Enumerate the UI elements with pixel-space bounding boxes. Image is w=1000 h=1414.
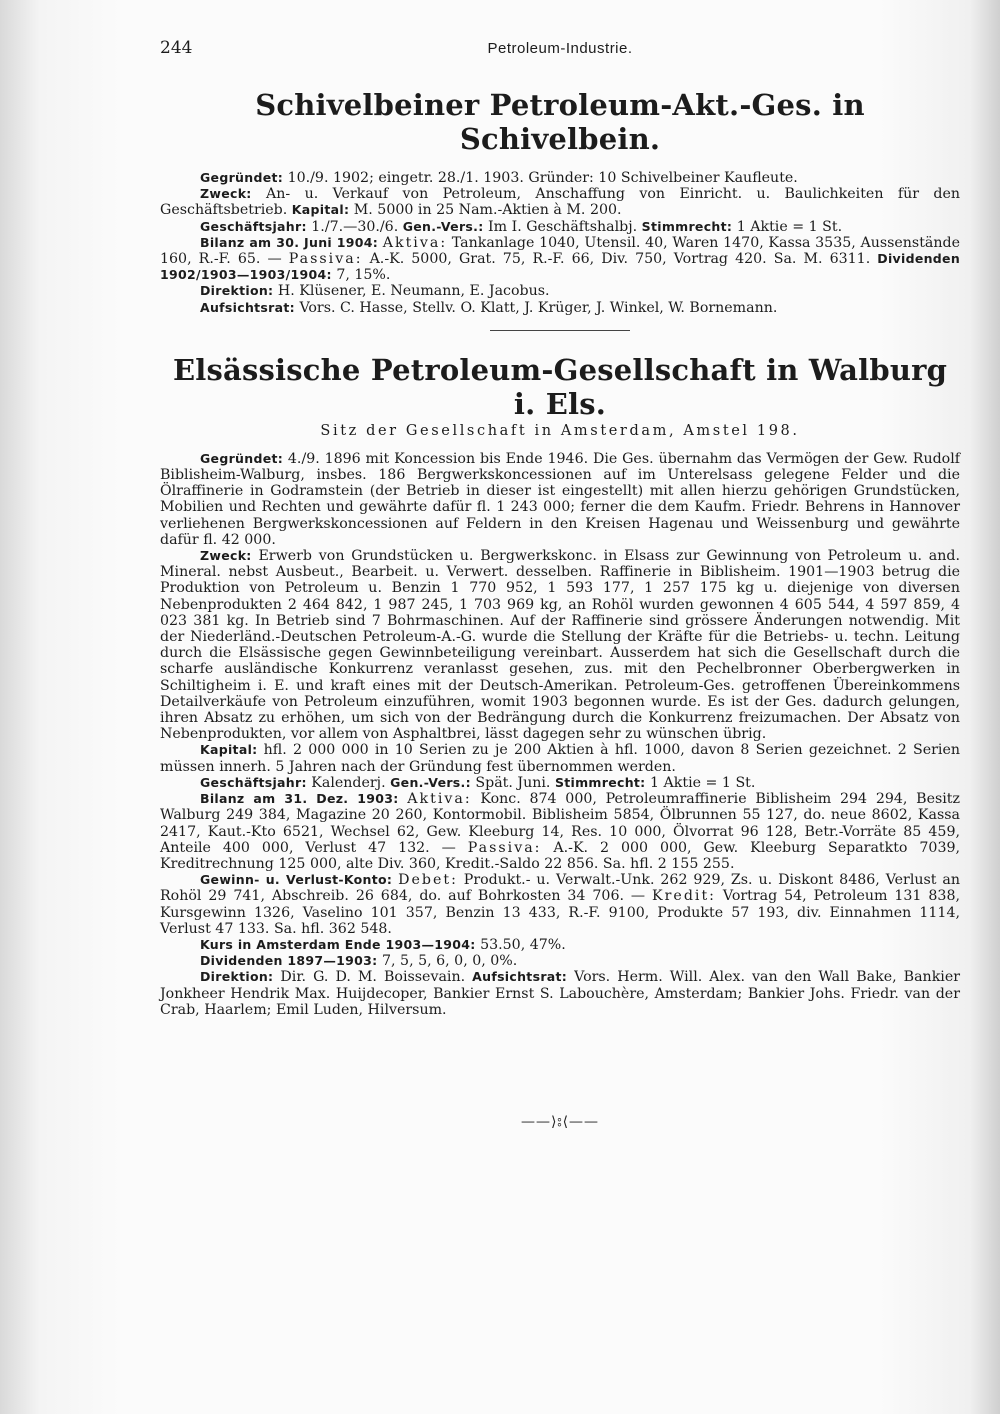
credit-word: Kredit:: [652, 888, 716, 905]
dividends-label: Dividenden 1897—1903:: [200, 953, 378, 969]
debit-text: Produkt.- u. Verwalt.-Unk. 262 929, Zs. u. Diskont 8486, Verlust an Rohöl 29 741, Abschreib. 26 684, do. auf Bohrkosten 34 706. —: [160, 872, 961, 905]
company-seat: Sitz der Gesellschaft in Amsterdam, Amstel 198.: [320, 422, 800, 439]
dividends-text: 7, 15%.: [336, 267, 391, 284]
quote-label: Kurs in Amsterdam Ende 1903—1904:: [200, 936, 476, 952]
dividends-text: 7, 5, 5, 6, 0, 0, 0%.: [382, 953, 518, 970]
document-page: [160, 38, 960, 1130]
dividends-label: Dividenden 1902/1903—1903/1904:: [160, 251, 961, 283]
purpose-paragraph: [160, 548, 960, 742]
founded-label: Gegründet:: [200, 450, 284, 466]
founded-paragraph: [160, 451, 960, 548]
founded-text: 10./9. 1902; eingetr. 28./1. 1903. Gründer: 10 Schivelbeiner Kaufleute.: [287, 170, 798, 186]
assets-word: Aktiva:: [407, 791, 472, 808]
business-year-text: Kalenderj.: [311, 774, 386, 791]
liabilities-word: Passiva:: [467, 839, 542, 856]
running-title: Petroleum-Industrie.: [487, 40, 633, 57]
purpose-label: Zweck:: [200, 548, 252, 564]
voting-right-text: 1 Aktie = 1 St.: [736, 218, 843, 235]
credit-text: Vortrag 54, Petroleum 131 838, Kursgewinn 1326, Vaselino 101 357, Benzin 13 433, R.-F. 9100, Produkte 57 193, div. Einnahmen 1114, Verlust 47 133. Sa. hfl. 362 548.: [160, 888, 960, 937]
supervisory-label: Aufsichtsrat:: [472, 969, 568, 985]
assets-text: Konc. 874 000, Petroleumraffinerie Biblisheim 294 294, Besitz Walburg 249 384, Magazine 20 260, Kontormobil. Biblisheim 5854, Ölbrunnen 55 127, do. neue 8602, Kassa 2417, Kaut.-Kto 6521, Wechsel 62, Gew. Kleeburg 14, Res. 10 000, Ölvorrat 96 128, Betr.-Vorräte 85 459, Anteile 400 000, Verlust 47 132. —: [160, 791, 960, 856]
liabilities-word: Passiva:: [288, 251, 363, 268]
quote-paragraph: [160, 937, 960, 953]
business-year-label: Geschäftsjahr:: [200, 774, 307, 790]
founded-paragraph: [160, 170, 960, 186]
balance-label: Bilanz am 31. Dez. 1903:: [200, 791, 399, 807]
founded-label: Gegründet:: [200, 170, 284, 185]
board-paragraph: [160, 283, 960, 299]
supervisory-text: Vors. Herm. Will. Alex. van den Wall Bake, Bankier Jonkheer Hendrik Max. Huijdecoper, Bankier Ernst S. Labouchère, Amsterdam; Bankier Johs. Friedr. van der Crab, Haarlem; Emil Luden, Hilversum.: [160, 969, 961, 1018]
page-number: 244: [160, 38, 193, 58]
capital-text: M. 5000 in 25 Nam.-Aktien à M. 200.: [353, 202, 622, 219]
capital-text: hfl. 2 000 000 in 10 Serien zu je 200 Aktien à hfl. 1000, davon 8 Serien gezeichnet. 2 Serien müssen innerh. 5 Jahren nach der Gründung fest übernommen werden.: [160, 742, 960, 775]
board-text: Dir. G. D. M. Boissevain.: [280, 969, 466, 986]
capital-label: Kapital:: [291, 202, 350, 218]
supervisory-paragraph: [160, 300, 960, 316]
purpose-text: An- u. Verkauf von Petroleum, Anschaffung von Einricht. u. Baulichkeiten für den Geschäftsbetrieb.: [160, 186, 960, 219]
purpose-text: Erwerb von Grundstücken u. Bergwerkskonc. in Elsass zur Gewinnung von Petroleum u. and. Mineral. nebst Ausbeut., Bearbeit. u. Verwert. desselben. Raffinerie in Biblisheim. 1901—1903 betrug die Produktion von Petroleum u. Benzin 1 770 952, 1 593 177, 1 257 175 kg u. diejenige von diversen Nebenprodukten 2 464 842, 1 987 245, 1 703 969 kg, an Rohöl wurden gewonnen 4 605 544, 4 597 859, 4 023 381 kg. In Betrieb sind 7 Bohrmaschinen. Auf der Raffinerie sind grössere Änderungen notwendig. Mit der Niederländ.-Deutschen Petroleum-A.-G. wurde die Stellung der Kräfte für die Betriebs- u. techn. Leitung durch die Elsässische gegen Gewinnbeteiligung vereinbart. Ausserdem hat sich die Gesellschaft durch die scharfe ausländische Konkurrenz veranlasst gesehen, zus. mit den Pechelbronner Oberbergwerken in Schiltigheim i. E. und kraft eines mit der Deutsch-Amerikan. Petroleum-Ges. getroffenen Übereinkommens Detailverkäufe von Petroleum einzuführen, womit 1903 begonnen wurde. Es ist der Ges. dadurch gelungen, ihren Absatz zu erhöhen, um sich von der Bedrängung durch die Konkurrenz freizumachen. Der Absatz von Nebenprodukten, vor allem von Asphaltbrei, lässt dagegen sehr zu wünschen übrig.: [160, 548, 960, 743]
company-entry-walburg: [160, 353, 960, 1018]
quote-text: 53.50, 47%.: [480, 936, 566, 953]
general-meeting-label: Gen.-Vers.:: [390, 774, 471, 790]
voting-right-label: Stimmrecht:: [641, 218, 733, 234]
dividends-paragraph: [160, 953, 960, 969]
company-title: Schivelbeiner Petroleum-Akt.-Ges. in Schivelbein.: [255, 88, 865, 156]
purpose-paragraph: [160, 186, 960, 218]
balance-label: Bilanz am 30. Juni 1904:: [200, 234, 379, 250]
business-year-paragraph: [160, 775, 960, 791]
general-meeting-label: Gen.-Vers.:: [402, 218, 484, 234]
end-ornament: ——⟩⦂⟨——: [520, 1113, 600, 1130]
balance-paragraph: [160, 791, 960, 872]
assets-word: Aktiva:: [382, 234, 448, 251]
board-label: Direktion:: [200, 969, 274, 985]
profit-loss-label: Gewinn- u. Verlust-Konto:: [200, 872, 393, 888]
business-year-text: 1./7.—30./6.: [311, 218, 399, 235]
company-entry-schivelbein: [160, 88, 960, 316]
company-title: Elsässische Petroleum-Gesellschaft in Walburg i. Els.: [172, 352, 948, 421]
balance-paragraph: [160, 235, 960, 284]
voting-right-label: Stimmrecht:: [554, 774, 646, 790]
founded-text: 4./9. 1896 mit Koncession bis Ende 1946. Die Ges. übernahm das Vermögen der Gew. Rudolf Biblisheim-Walburg, insbes. 186 Bergwerkskoncessionen auf im Unterelsass gelegene Felder und die Ölraffinerie in Godramstein (der Betrieb in dieser ist eingestellt) mit allen hierzu gehörigen Grundstücken, Mobilien und Rechten und gewährte dafür fl. 1 243 000; ferner die dem Kaufm. Friedr. Behrens in Hannover verliehenen Bergwerkskoncessionen auf Feldern in den Kreisen Hagenau und Weissenburg und gewährte dafür fl. 42 000.: [160, 450, 960, 548]
section-divider: [490, 330, 630, 331]
capital-label: Kapital:: [200, 742, 258, 758]
debit-word: Debet:: [398, 872, 458, 889]
board-paragraph: [160, 969, 960, 1018]
capital-paragraph: [160, 742, 960, 774]
supervisory-text: Vors. C. Hasse, Stellv. O. Klatt, J. Krüger, J. Winkel, W. Bornemann.: [299, 299, 778, 316]
page-header: [160, 38, 960, 62]
business-year-label: Geschäftsjahr:: [200, 218, 307, 234]
liabilities-text: A.-K. 5000, Grat. 75, R.-F. 66, Div. 750, Vortrag 420. Sa. M. 6311.: [369, 251, 871, 268]
purpose-label: Zweck:: [200, 186, 252, 202]
business-year-paragraph: [160, 219, 960, 235]
general-meeting-text: Im I. Geschäftshalbj.: [488, 218, 638, 235]
profit-loss-paragraph: [160, 872, 960, 937]
voting-right-text: 1 Aktie = 1 St.: [650, 774, 756, 791]
board-label: Direktion:: [200, 283, 274, 299]
liabilities-text: A.-K. 2 000 000, Gew. Kleeburg Separatkto 7039, Kreditrechnung 125 000, alte Div. 360, Kredit.-Saldo 22 856. Sa. hfl. 2 155 255.: [160, 839, 961, 872]
board-text: H. Klüsener, E. Neumann, E. Jacobus.: [277, 283, 550, 300]
supervisory-label: Aufsichtsrat:: [200, 299, 295, 315]
general-meeting-text: Spät. Juni.: [475, 774, 551, 791]
assets-text: Tankanlage 1040, Utensil. 40, Waren 1470, Kassa 3535, Aussenstände 160, R.-F. 65. —: [160, 234, 960, 268]
